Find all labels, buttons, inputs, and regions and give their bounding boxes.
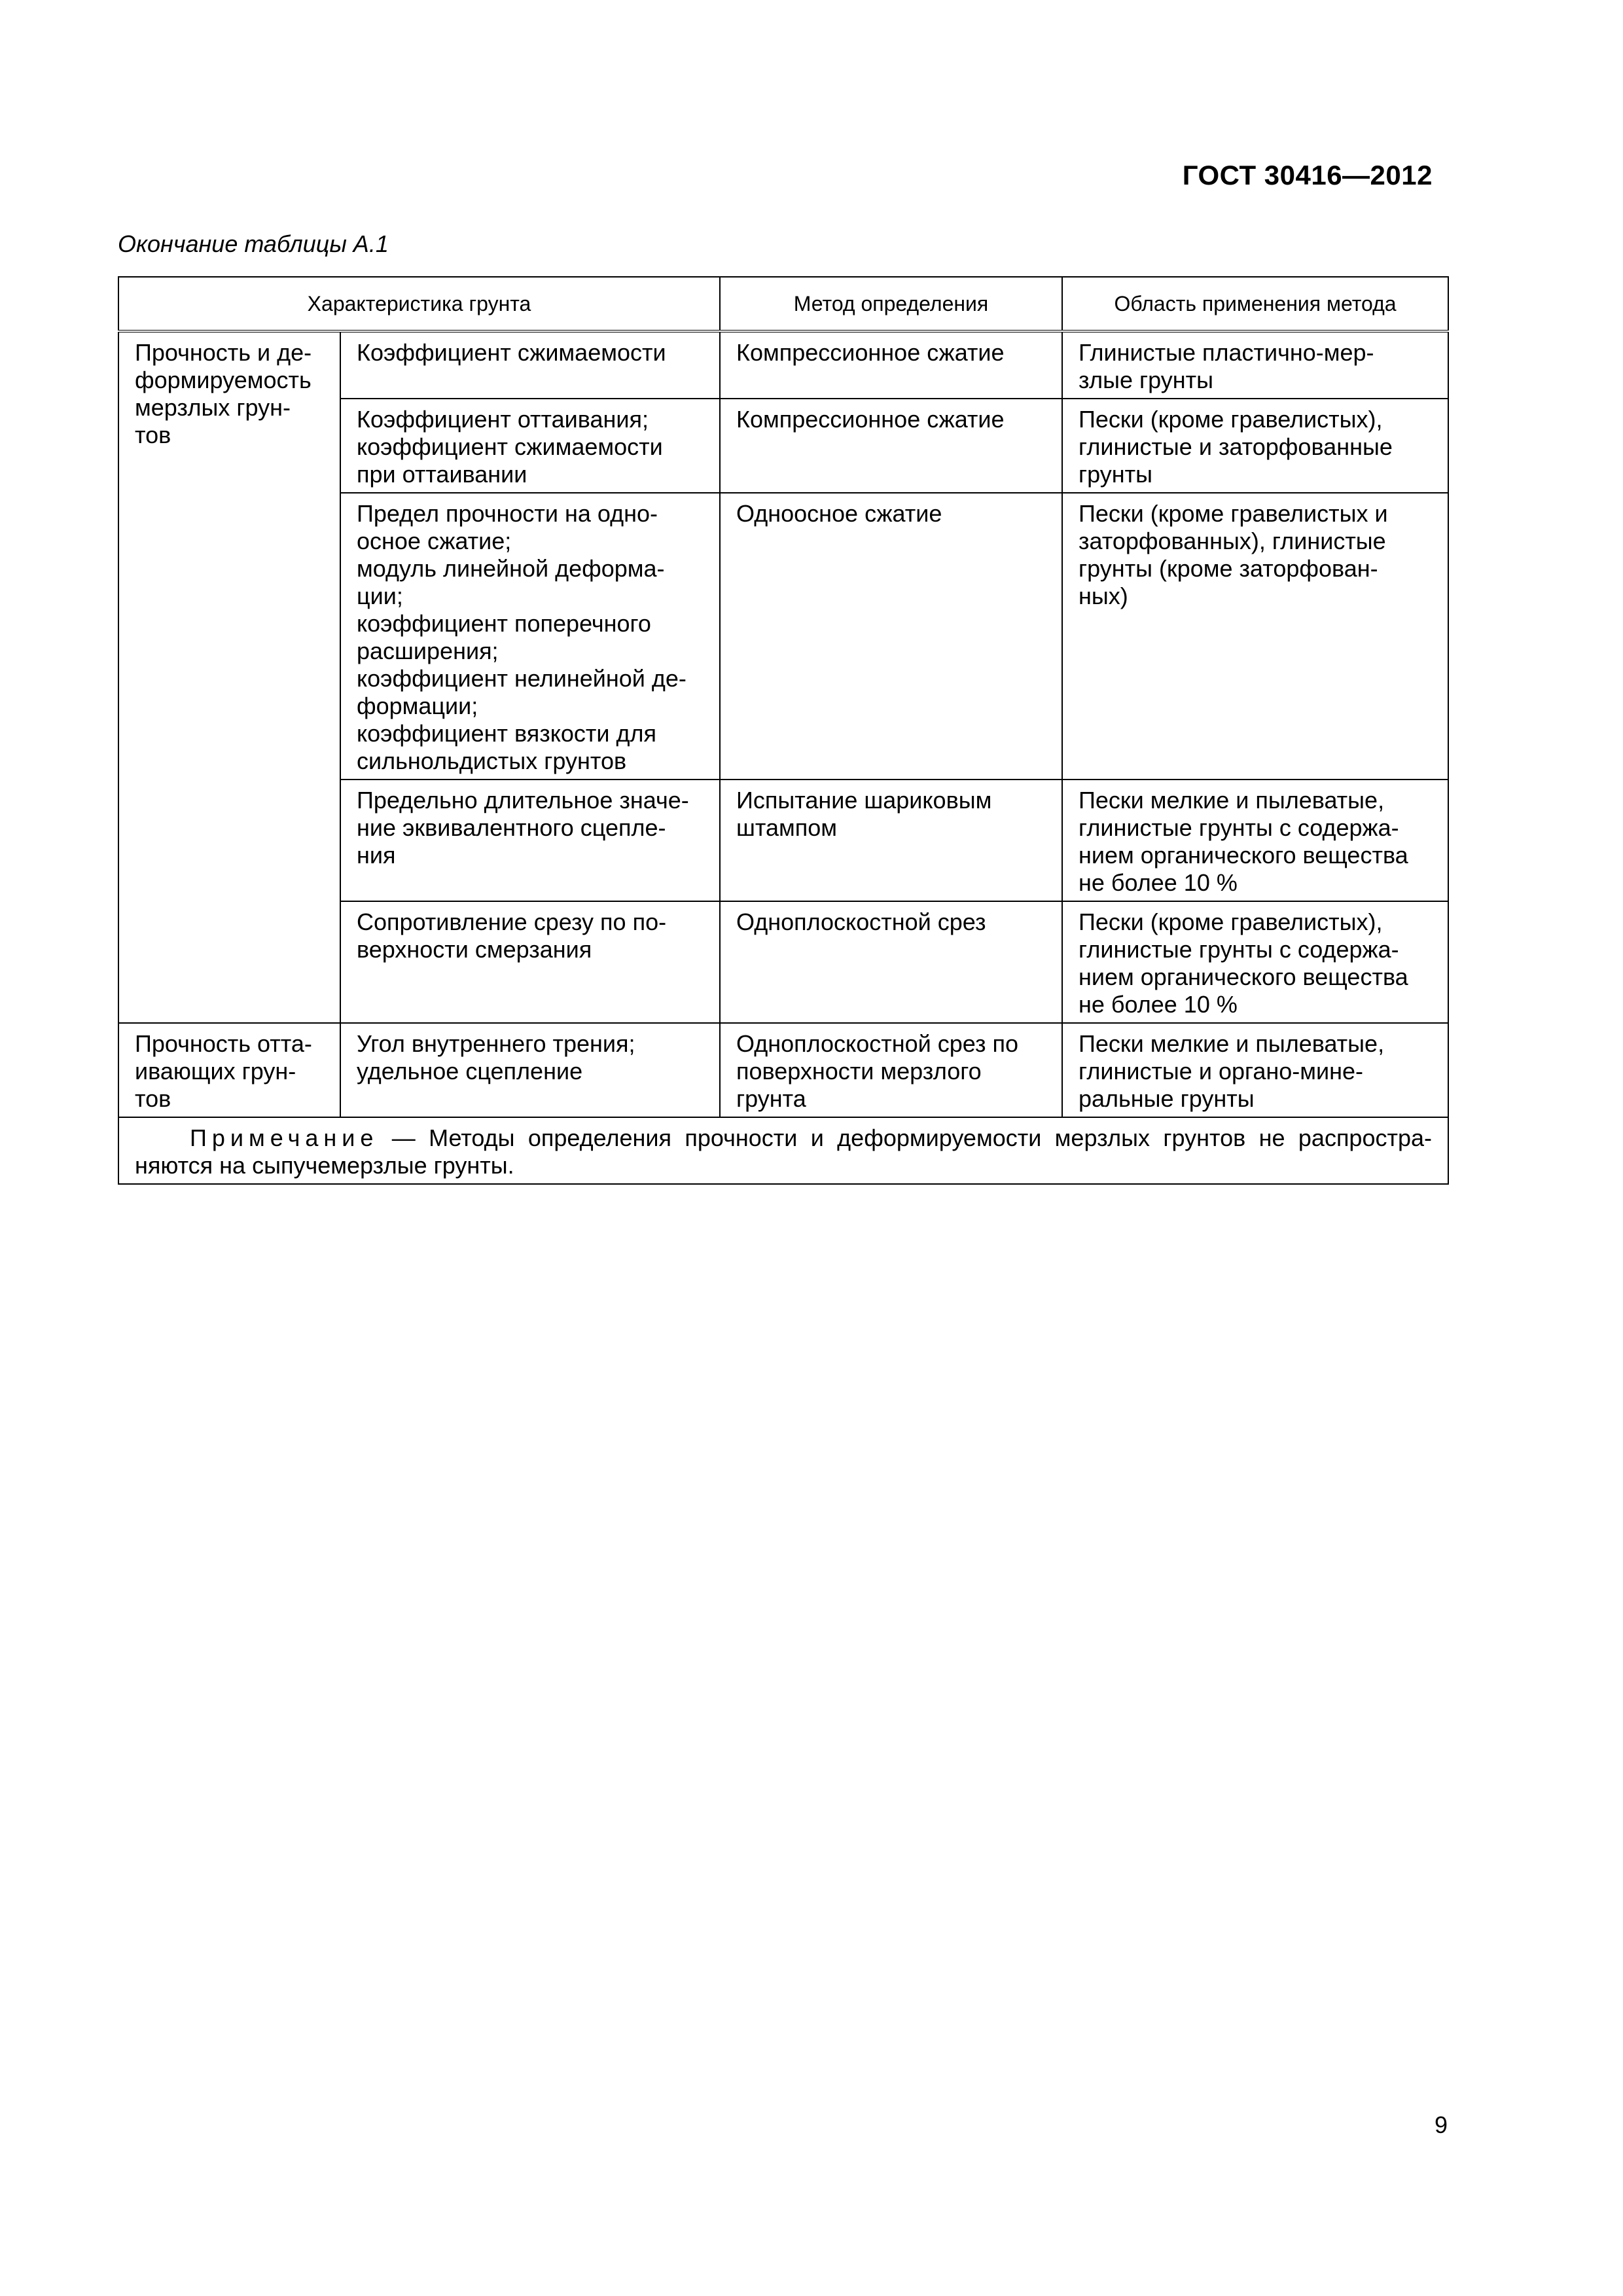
category-cell: Прочность отта- ивающих грун- тов — [118, 1023, 340, 1117]
method-cell: Одноплоскостной срез по поверхности мерзлого грунта — [720, 1023, 1062, 1117]
method-cell: Одноплоскостной срез — [720, 901, 1062, 1023]
characteristic-cell: Коэффициент оттаивания; коэффициент сжимаемости при оттаивании — [340, 399, 720, 493]
method-cell: Компрессионное сжатие — [720, 331, 1062, 399]
method-cell: Одноосное сжатие — [720, 493, 1062, 780]
characteristic-cell: Угол внутреннего трения; удельное сцепление — [340, 1023, 720, 1117]
note-text: — Методы определения прочности и деформируемости мерзлых грунтов не распростра-няются на сыпучемерзлые грунты. — [135, 1124, 1432, 1179]
page-number: 9 — [1434, 2111, 1448, 2138]
column-header-characteristic: Характеристика грунта — [118, 277, 720, 331]
note-label: Примечание — [190, 1124, 379, 1151]
method-cell: Компрессионное сжатие — [720, 399, 1062, 493]
soil-methods-table — [118, 276, 1449, 1185]
scope-cell: Пески (кроме гравелистых), глинистые грунты с содержа- нием органического вещества не более 10 % — [1062, 901, 1448, 1023]
document-code: ГОСТ 30416—2012 — [1182, 160, 1433, 190]
table-note — [118, 1117, 1448, 1184]
characteristic-cell: Предельно длительное значе- ние эквивалентного сцепле- ния — [340, 780, 720, 901]
table-row — [118, 331, 1448, 399]
scope-cell: Пески мелкие и пылеватые, глинистые грунты с содержа- нием органического вещества не более 10 % — [1062, 780, 1448, 901]
scope-cell: Пески мелкие и пылеватые, глинистые и органо-мине- ральные грунты — [1062, 1023, 1448, 1117]
table-caption: Окончание таблицы А.1 — [118, 230, 389, 257]
table-row — [118, 1023, 1448, 1117]
scope-cell: Глинистые пластично-мер- злые грунты — [1062, 331, 1448, 399]
table-header-row — [118, 277, 1448, 331]
column-header-method: Метод определения — [720, 277, 1062, 331]
table-note-row — [118, 1117, 1448, 1184]
characteristic-cell: Сопротивление срезу по по- верхности смерзания — [340, 901, 720, 1023]
scope-cell: Пески (кроме гравелистых и заторфованных), глинистые грунты (кроме заторфован- ных) — [1062, 493, 1448, 780]
category-cell: Прочность и де- формируемость мерзлых грун- тов — [118, 331, 340, 1023]
characteristic-cell: Предел прочности на одно- осное сжатие; модуль линейной деформа- ции; коэффициент поперечного расширения; коэффициент нелинейной де- формации; коэффициент вязкости для сильнольдистых грунтов — [340, 493, 720, 780]
column-header-scope: Область применения метода — [1062, 277, 1448, 331]
characteristic-cell: Коэффициент сжимаемости — [340, 331, 720, 399]
method-cell: Испытание шариковым штампом — [720, 780, 1062, 901]
scope-cell: Пески (кроме гравелистых), глинистые и заторфованные грунты — [1062, 399, 1448, 493]
